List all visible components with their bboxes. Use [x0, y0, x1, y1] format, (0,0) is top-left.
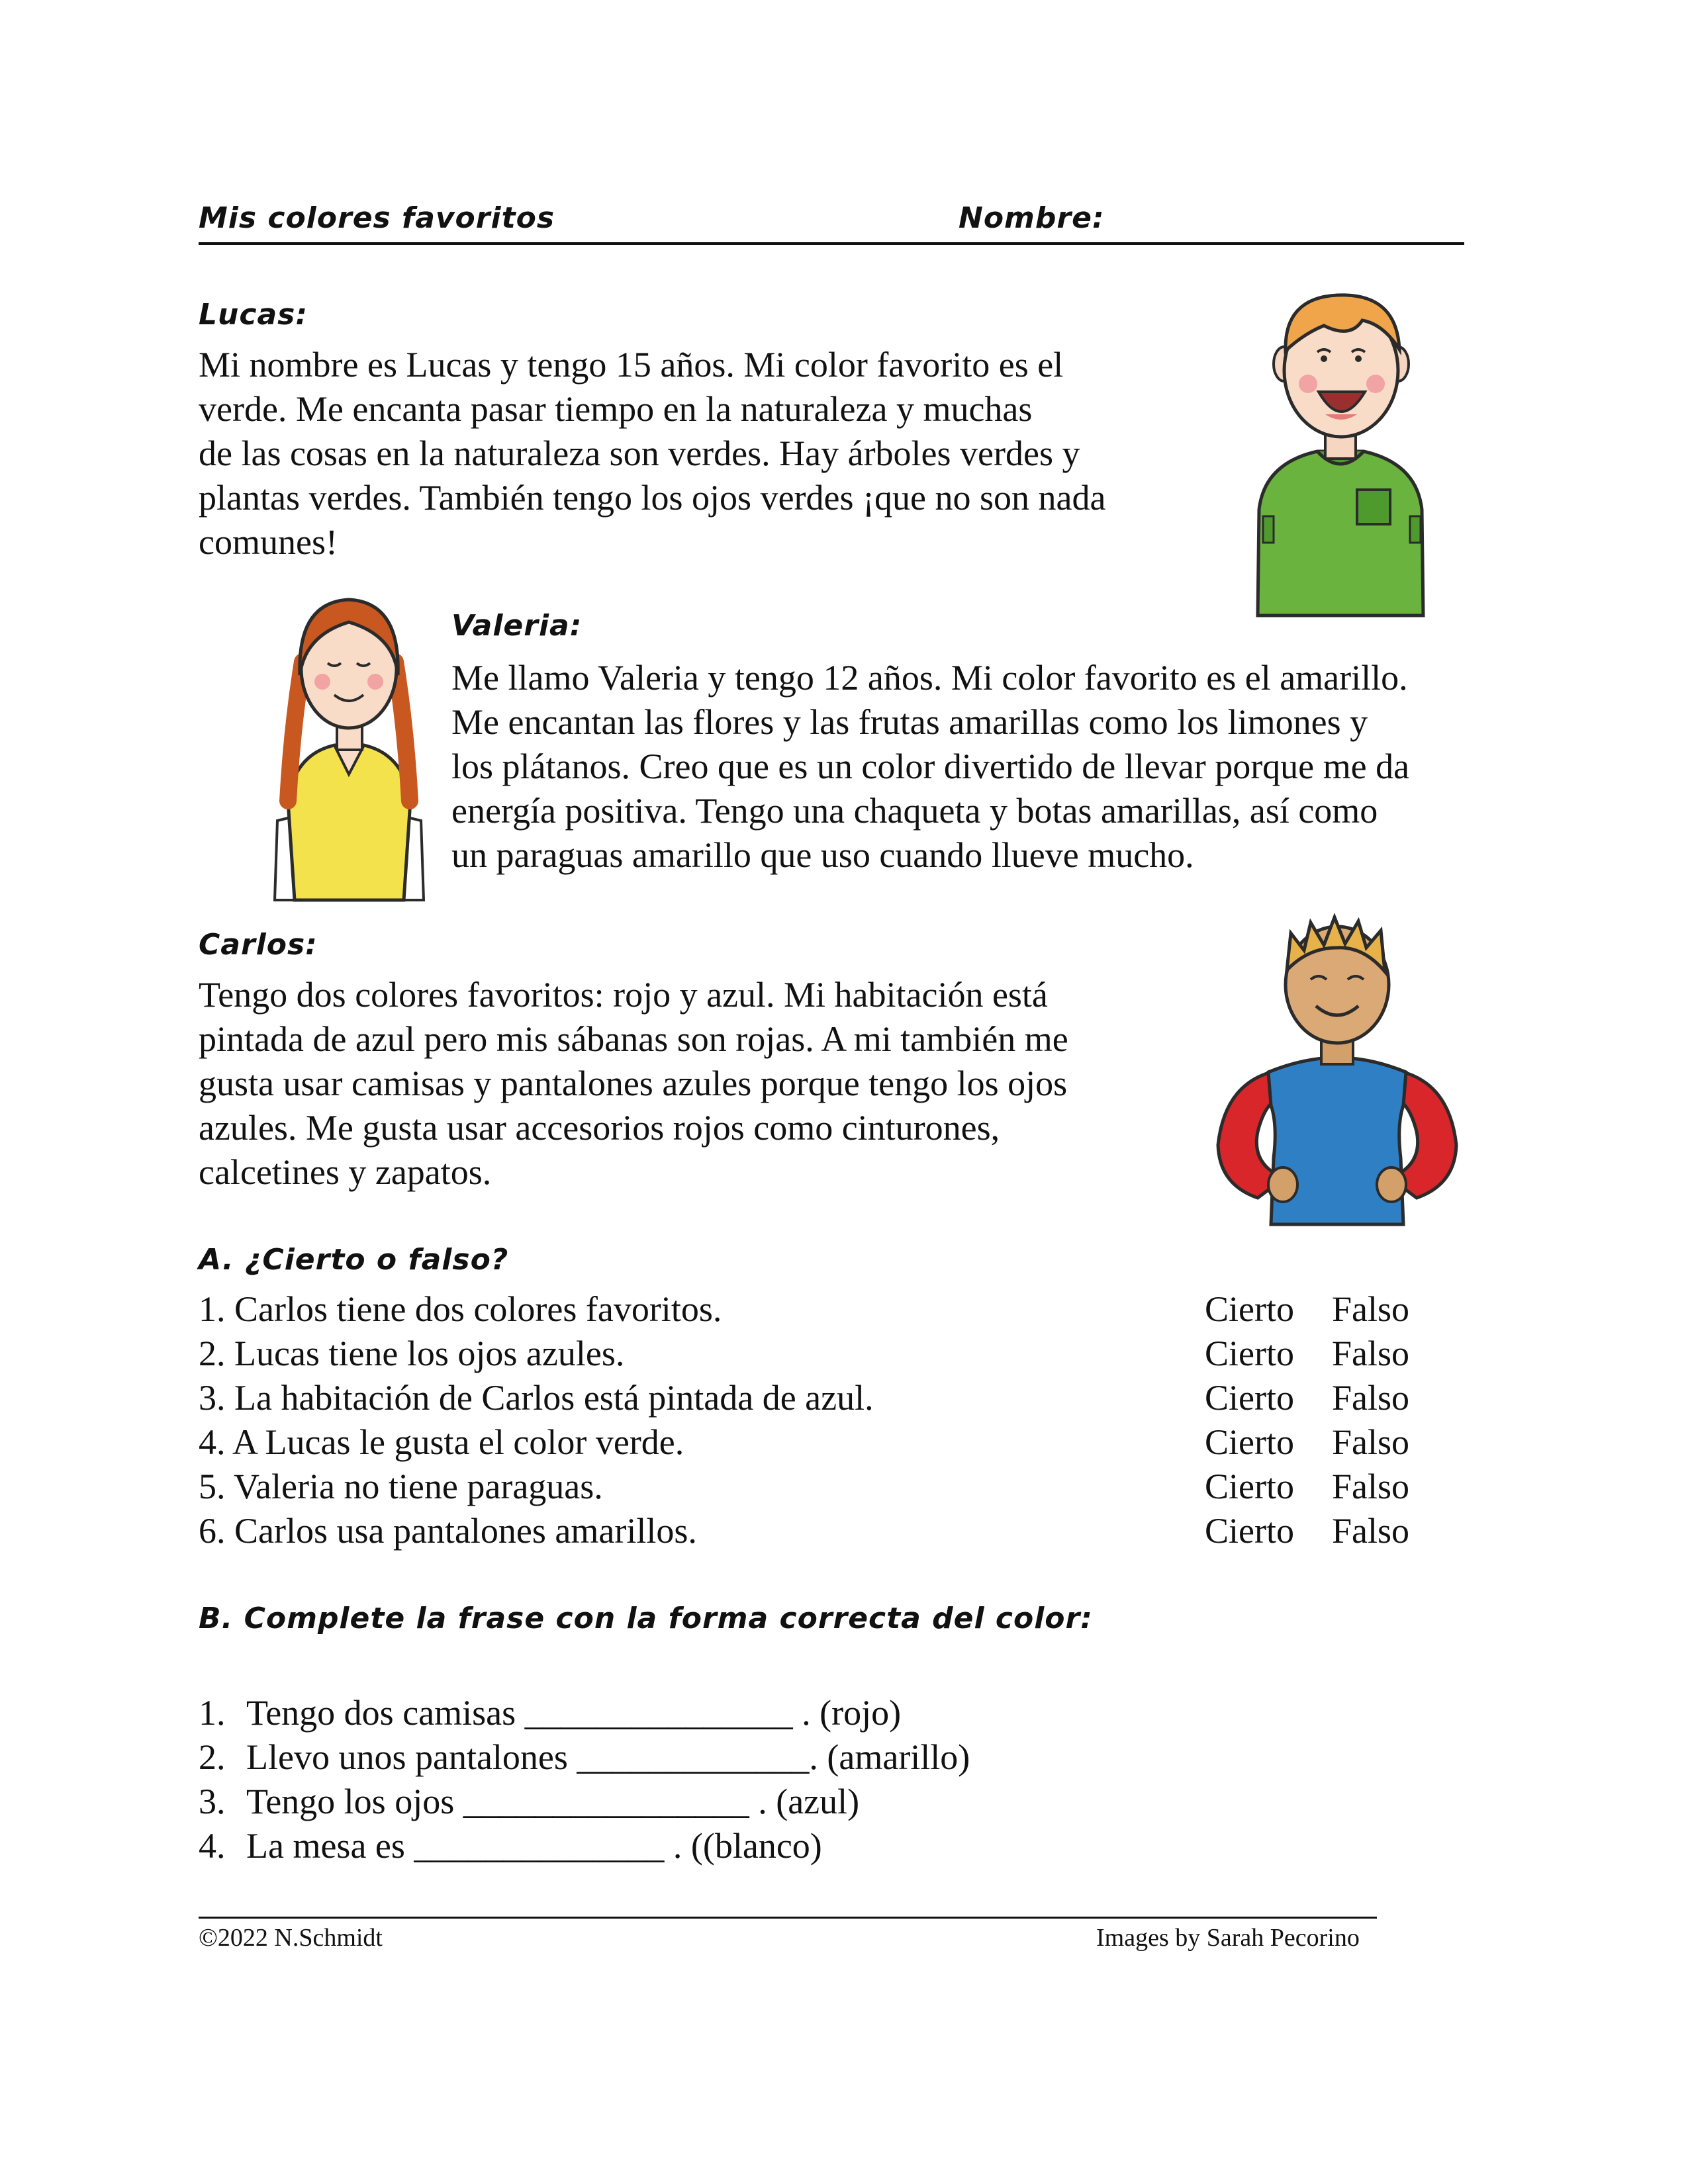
list-item [199, 1509, 1430, 1553]
paragraph-line: Me llamo Valeria y tengo 12 años. Mi color favorito es el amarillo. [451, 658, 1408, 698]
item-number: 1. [199, 1693, 226, 1733]
falso-option[interactable]: Falso [1332, 1422, 1410, 1462]
item-number: 2. [199, 1737, 226, 1777]
falso-option[interactable]: Falso [1332, 1511, 1410, 1551]
cierto-option[interactable]: Cierto [1205, 1334, 1294, 1373]
paragraph-line: pintada de azul pero mis sábanas son rojas. A mi también me [199, 1019, 1068, 1059]
cierto-option[interactable]: Cierto [1205, 1378, 1294, 1418]
paragraph-line: Mi nombre es Lucas y tengo 15 años. Mi color favorito es el [199, 345, 1064, 385]
paragraph-line: verde. Me encanta pasar tiempo en la naturaleza y muchas [199, 389, 1033, 429]
list-item [199, 1735, 970, 1780]
paragraph-line: Tengo dos colores favoritos: rojo y azul. Mi habitación está [199, 975, 1048, 1015]
image-credits: Images by Sarah Pecorino [1096, 1924, 1360, 1952]
true-false-list [199, 1287, 1430, 1553]
paragraph-line: los plátanos. Creo que es un color divertido de llevar porque me da [451, 747, 1410, 786]
falso-option[interactable]: Falso [1332, 1289, 1410, 1329]
valeria-heading: Valeria: [451, 609, 583, 643]
paragraph-line: calcetines y zapatos. [199, 1152, 492, 1192]
statement-text: 3. La habitación de Carlos está pintada de azul. [199, 1378, 874, 1418]
footer-divider [199, 1917, 1377, 1919]
paragraph-line: gusta usar camisas y pantalones azules porque tengo los ojos [199, 1064, 1068, 1103]
statement-text: 5. Valeria no tiene paraguas. [199, 1467, 603, 1506]
list-item [199, 1376, 1430, 1420]
worksheet-header [199, 199, 1464, 245]
paragraph-line: de las cosas en la naturaleza son verdes. Hay árboles verdes y [199, 433, 1080, 473]
paragraph-line: azules. Me gusta usar accesorios rojos como cinturones, [199, 1108, 1000, 1148]
cierto-option[interactable]: Cierto [1205, 1289, 1294, 1329]
list-item [199, 1332, 1430, 1376]
part-a-heading: A. ¿Cierto o falso? [199, 1243, 509, 1277]
falso-option[interactable]: Falso [1332, 1334, 1410, 1373]
cierto-option[interactable]: Cierto [1205, 1422, 1294, 1462]
list-item [199, 1780, 970, 1824]
fill-in-sentence[interactable]: Llevo unos pantalones _____________. (amarillo) [246, 1737, 970, 1777]
paragraph-line: un paraguas amarillo que uso cuando llueve mucho. [451, 835, 1194, 875]
part-b-heading: B. Complete la frase con la forma correcta del color: [199, 1602, 1093, 1635]
list-item [199, 1420, 1430, 1465]
list-item [199, 1691, 970, 1735]
fill-in-sentence[interactable]: Tengo dos camisas _______________ . (rojo) [246, 1693, 902, 1733]
list-item [199, 1465, 1430, 1509]
lucas-heading: Lucas: [199, 298, 308, 332]
statement-text: 2. Lucas tiene los ojos azules. [199, 1334, 625, 1373]
lucas-illustration [1244, 278, 1436, 622]
valeria-illustration [268, 582, 430, 903]
lucas-paragraph [199, 343, 1105, 565]
paragraph-line: Me encantan las flores y las frutas amarillas como los limones y [451, 702, 1368, 742]
statement-text: 1. Carlos tiene dos colores favoritos. [199, 1289, 722, 1329]
falso-option[interactable]: Falso [1332, 1467, 1410, 1506]
falso-option[interactable]: Falso [1332, 1378, 1410, 1418]
paragraph-line: plantas verdes. También tengo los ojos verdes ¡que no son nada [199, 478, 1106, 518]
paragraph-line: comunes! [199, 522, 338, 562]
cierto-option[interactable]: Cierto [1205, 1511, 1294, 1551]
fill-in-sentence[interactable]: Tengo los ojos ________________ . (azul) [246, 1782, 860, 1821]
carlos-heading: Carlos: [199, 928, 318, 962]
statement-text: 4. A Lucas le gusta el color verde. [199, 1422, 684, 1462]
fill-in-list [199, 1691, 970, 1868]
statement-text: 6. Carlos usa pantalones amarillos. [199, 1511, 697, 1551]
name-label: Nombre: [959, 201, 1105, 235]
cierto-option[interactable]: Cierto [1205, 1467, 1294, 1506]
item-number: 3. [199, 1782, 226, 1821]
fill-in-sentence[interactable]: La mesa es ______________ . ((blanco) [246, 1826, 822, 1866]
valeria-paragraph [451, 656, 1409, 878]
carlos-illustration [1205, 907, 1470, 1231]
item-number: 4. [199, 1826, 226, 1866]
copyright-text: ©2022 N.Schmidt [199, 1924, 383, 1952]
worksheet-title: Mis colores favoritos [199, 201, 555, 235]
carlos-paragraph [199, 973, 1068, 1195]
paragraph-line: energía positiva. Tengo una chaqueta y botas amarillas, así como [451, 791, 1378, 831]
list-item [199, 1824, 970, 1868]
list-item [199, 1287, 1430, 1332]
